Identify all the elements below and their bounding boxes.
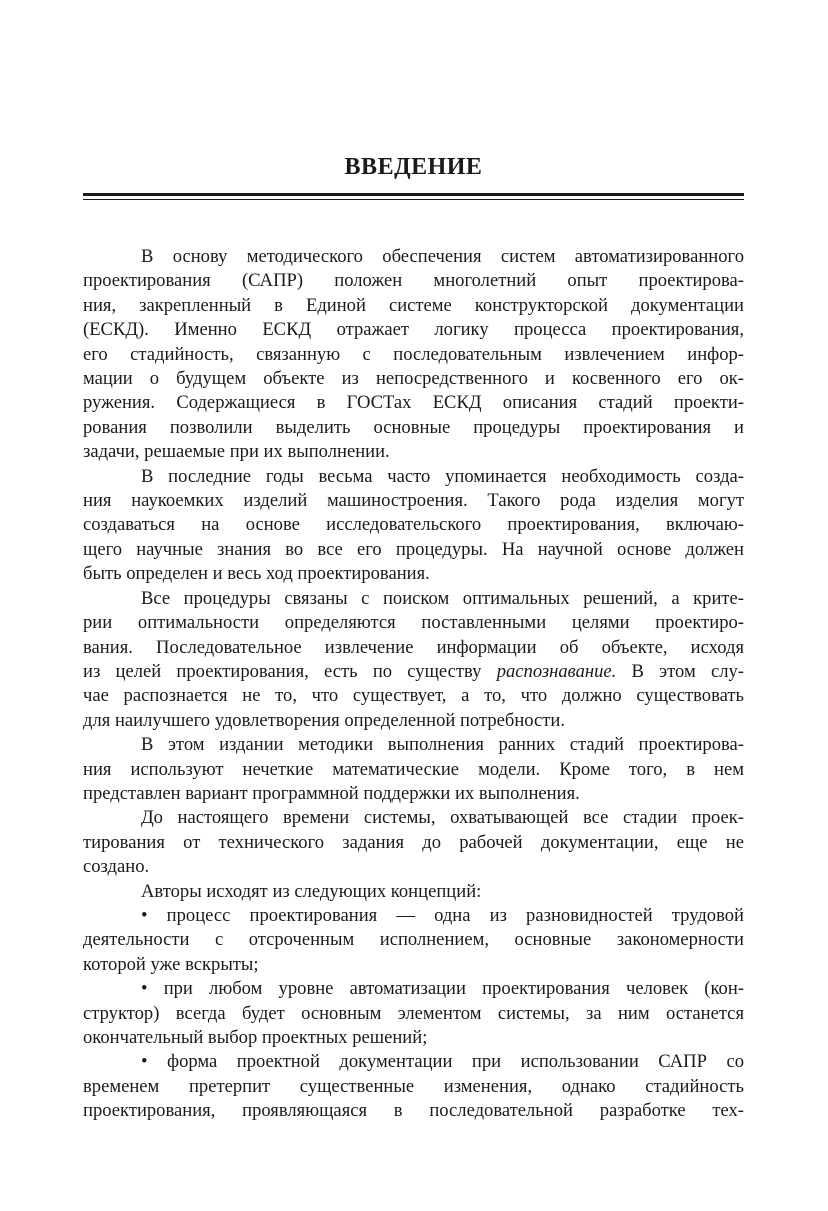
bullet-marker: • bbox=[141, 904, 148, 926]
paragraph-2 bbox=[83, 465, 744, 587]
text-line: создано. bbox=[83, 856, 150, 878]
text-line: рования позволили выделить основные процедуры проектирования и bbox=[83, 416, 744, 438]
text-line: Авторы исходят из следующих концепций: bbox=[141, 880, 482, 902]
text-line: ния, закрепленный в Единой системе конструкторской документации bbox=[83, 294, 744, 316]
body-text bbox=[83, 245, 744, 1124]
bullet-item-3 bbox=[83, 1050, 744, 1123]
bullet-first-line bbox=[83, 904, 744, 928]
text-line-with-emphasis bbox=[83, 660, 744, 684]
text-line: проектирования (САПР) положен многолетний опыт проектирова- bbox=[83, 270, 744, 292]
text-line: быть определен и весь ход проектирования. bbox=[83, 563, 430, 585]
bullet-marker: • bbox=[141, 978, 148, 1000]
text-segment: из целей проектирования, есть по существу bbox=[83, 660, 497, 682]
text-line: окончательный выбор проектных решений; bbox=[83, 1027, 428, 1048]
bullet-item-1 bbox=[83, 904, 744, 977]
text-line: В основу методического обеспечения систем автоматизированного bbox=[141, 246, 744, 267]
text-line: для наилучшего удовлетворения определенной потребности. bbox=[83, 709, 566, 731]
text-line: которой уже вскрыты; bbox=[83, 953, 259, 975]
chapter-heading: ВВЕДЕНИЕ bbox=[344, 154, 483, 180]
emphasis-word: распознавание. bbox=[496, 660, 617, 682]
text-line: рии оптимальности определяются поставленными целями проектиро- bbox=[83, 612, 744, 634]
bullet-item-2 bbox=[83, 977, 744, 1050]
paragraph-5 bbox=[83, 806, 744, 879]
text-line: Все процедуры связаны с поиском оптимальных решений, а крите- bbox=[141, 587, 744, 609]
text-line: До настоящего времени системы, охватывающей все стадии проек- bbox=[141, 807, 744, 829]
paragraph-4 bbox=[83, 733, 744, 806]
bullet-first-line bbox=[83, 977, 744, 1001]
paragraph-1 bbox=[83, 245, 744, 465]
text-line: (ЕСКД). Именно ЕСКД отражает логику процесса проектирования, bbox=[83, 319, 744, 341]
text-line: деятельности с отсроченным исполнением, основные закономерности bbox=[83, 929, 744, 951]
text-line: щего научные знания во все его процедуры. На научной основе должен bbox=[83, 538, 744, 560]
text-line: тирования от технического задания до рабочей документации, еще не bbox=[83, 831, 744, 853]
text-line: ружения. Содержащиеся в ГОСТах ЕСКД описания стадий проекти- bbox=[83, 392, 744, 414]
text-segment: форма проектной документации при использовании САПР со bbox=[167, 1051, 745, 1073]
bullet-marker: • bbox=[141, 1051, 148, 1073]
text-segment: процесс проектирования — одна из разновидностей трудовой bbox=[166, 904, 744, 926]
text-segment: при любом уровне автоматизации проектирования человек (кон- bbox=[163, 978, 744, 1000]
text-line: чае распознается не то, что существует, а то, что должно существовать bbox=[83, 685, 744, 707]
text-line: ния наукоемких изделий машиностроения. Такого рода изделия могут bbox=[83, 490, 744, 512]
paragraph-6 bbox=[83, 880, 744, 904]
text-line: структор) всегда будет основным элементом системы, за ним останется bbox=[83, 1002, 744, 1024]
bullet-first-line bbox=[83, 1050, 744, 1074]
text-line: мации о будущем объекте из непосредственного и косвенного его ок- bbox=[83, 368, 744, 390]
text-line: задачи, решаемые при их выполнении. bbox=[83, 441, 390, 463]
text-line: представлен вариант программной поддержки их выполнения. bbox=[83, 782, 580, 804]
text-line: проектирования, проявляющаяся в последовательной разработке тех- bbox=[83, 1100, 744, 1122]
text-line: его стадийность, связанную с последовательным извлечением инфор- bbox=[83, 343, 744, 365]
paragraph-3 bbox=[83, 587, 744, 733]
text-line: создаваться на основе исследовательского проектирования, включаю- bbox=[83, 514, 744, 536]
text-line: временем претерпит существенные изменения, однако стадийность bbox=[83, 1075, 744, 1097]
text-segment: В этом слу- bbox=[616, 660, 744, 682]
heading-rule-thin bbox=[83, 199, 744, 200]
text-line: вания. Последовательное извлечение информации об объекте, исходя bbox=[83, 636, 744, 658]
text-line: В этом издании методики выполнения ранних стадий проектирова- bbox=[141, 734, 744, 756]
heading-rule-thick bbox=[83, 193, 744, 196]
text-line: В последние годы весьма часто упоминается необходимость созда- bbox=[141, 465, 744, 487]
text-line: ния используют нечеткие математические модели. Кроме того, в нем bbox=[83, 758, 744, 780]
